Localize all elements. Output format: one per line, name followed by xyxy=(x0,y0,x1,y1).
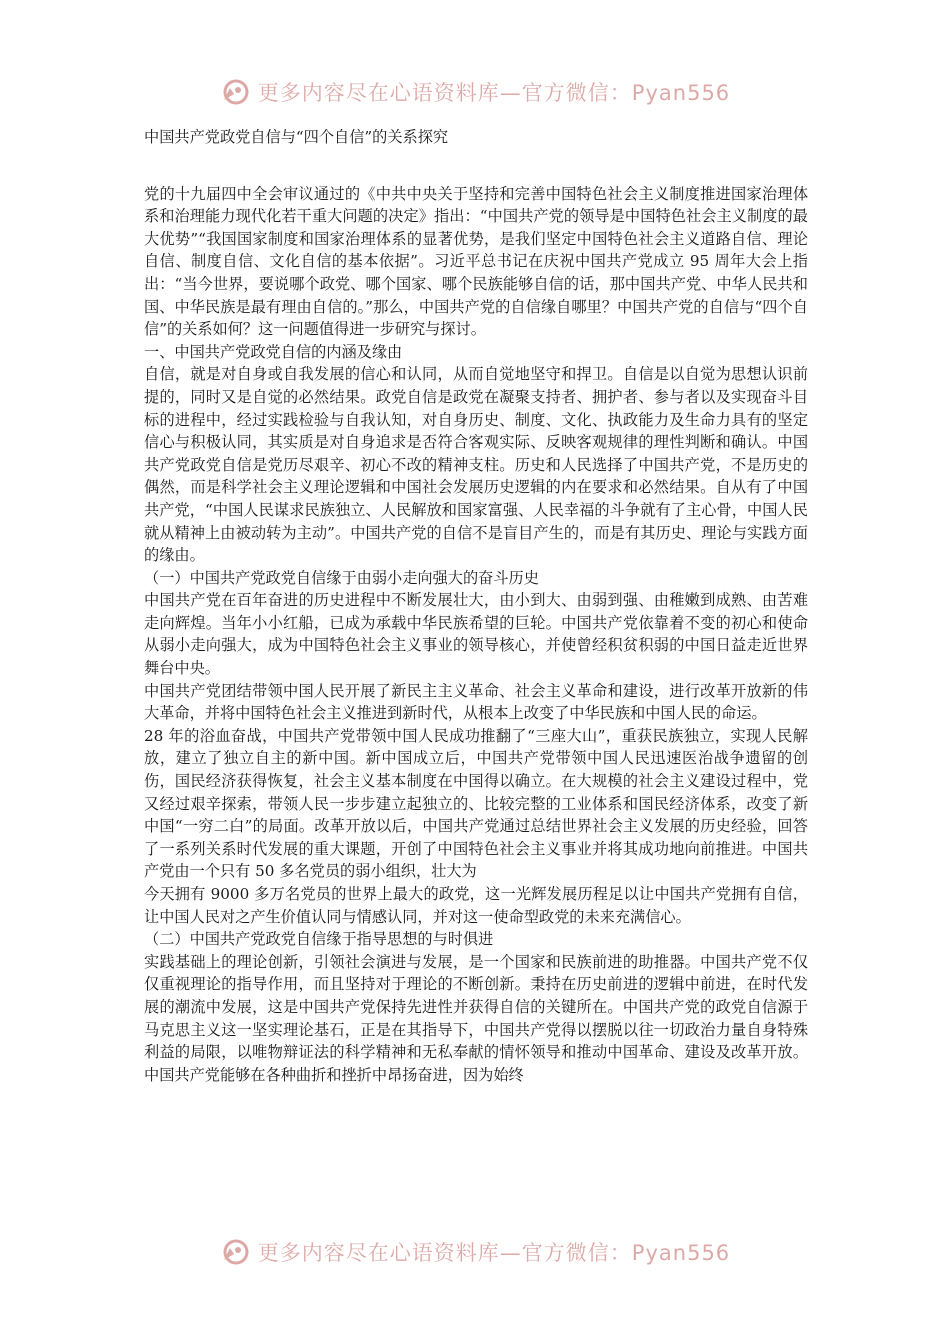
watermark-text-bottom: 更多内容尽在心语资料库—官方微信：Pyan556 xyxy=(257,1241,731,1265)
paragraph: 今天拥有 9000 多万名党员的世界上最大的政党，这一光辉发展历程足以让中国共产党拥有自信，让中国人民对之产生价值认同与情感认同，并对这一使命型政党的未来充满信心。 xyxy=(144,885,808,926)
paragraph: 自信，就是对自身或自我发展的信心和认同，从而自觉地坚守和捍卫。自信是以自觉为思想认识前提的，同时又是自觉的必然结果。政党自信是政党在凝聚支持者、拥护者、参与者以及实现奋斗目标的进程中，经过实践检验与自我认知，对自身历史、制度、文化、执政能力及生命力具有的坚定信心与积极认同，其实质是对自身追求是否符合客观实际、反映客观规律的理性判断和确认。中国共产党政党自信是党历尽艰辛、初心不改的精神支柱。历史和人民选择了中国共产党，不是历史的偶然，而是科学社会主义理论逻辑和中国社会发展历史逻辑的内在要求和必然结果。自从有了中国共产党，“中国人民谋求民族独立、人民解放和国家富强、人民幸福的斗争就有了主心骨，中国人民就从精神上由被动转为主动”。中国共产党的自信不是盲目产生的，而是有其历史、理论与实践方面的缘由。 xyxy=(144,365,808,565)
watermark-logo-icon xyxy=(220,76,252,108)
subsection-heading-1: （一）中国共产党政党自信缘于由弱小走向强大的奋斗历史 xyxy=(144,568,539,587)
paragraph: 28 年的浴血奋战，中国共产党带领中国人民成功推翻了“三座大山”，重获民族独立，实现人民解放，建立了独立自主的新中国。新中国成立后，中国共产党带领中国人民迅速医治战争遗留的创伤，国民经济获得恢复，社会主义基本制度在中国得以确立。在大规模的社会主义建设过程中，党又经过艰辛探索，带领人民一步步建立起独立的、比较完整的工业体系和国民经济体系，改变了新中国“一穷二白”的局面。改革开放以后，中国共产党通过总结世界社会主义发展的历史经验，回答了一系列关系时代发展的重大课题，开创了中国特色社会主义事业并将其成功地向前推进。中国共产党由一个只有 50 多名党员的弱小组织，壮大为 xyxy=(144,726,808,881)
watermark-text-top: 更多内容尽在心语资料库—官方微信：Pyan556 xyxy=(257,81,731,105)
subsection-heading-2: （二）中国共产党政党自信缘于指导思想的与时俱进 xyxy=(144,930,494,949)
watermark-banner-top xyxy=(0,72,950,112)
section-heading-1: 一、中国共产党政党自信的内涵及缘由 xyxy=(144,342,403,361)
paragraph: 中国共产党团结带领中国人民开展了新民主主义革命、社会主义革命和建设，进行改革开放新的伟大革命，并将中国特色社会主义推进到新时代，从根本上改变了中华民族和中国人民的命运。 xyxy=(144,681,808,723)
watermark-logo-icon xyxy=(220,1236,252,1268)
document-body xyxy=(144,126,808,1086)
intro-paragraph: 党的十九届四中全会审议通过的《中共中央关于坚持和完善中国特色社会主义制度推进国家治理体系和治理能力现代化若干重大问题的决定》指出：“中国共产党的领导是中国特色社会主义制度的最大优势”“我国国家制度和国家治理体系的显著优势，是我们坚定中国特色社会主义道路自信、理论自信、制度自信、文化自信的基本依据”。习近平总书记在庆祝中国共产党成立 95 周年大会上指出：“当今世界，要说哪个政党、哪个国家、哪个民族能够自信的话，那中国共产党、中华人民共和国、中华民族是最有理由自信的。”那么，中国共产党的自信缘自哪里？中国共产党的自信与“四个自信”的关系如何？这一问题值得进一步研究与探讨。 xyxy=(144,184,808,339)
document-title: 中国共产党政党自信与“四个自信”的关系探究 xyxy=(144,128,449,146)
paragraph: 实践基础上的理论创新，引领社会演进与发展，是一个国家和民族前进的助推器。中国共产党不仅仅重视理论的指导作用，而且坚持对于理论的不断创新。秉持在历史前进的逻辑中前进，在时代发展的潮流中发展，这是中国共产党保持先进性并获得自信的关键所在。中国共产党的政党自信源于马克思主义这一坚实理论基石，正是在其指导下，中国共产党得以摆脱以往一切政治力量自身特殊利益的局限，以唯物辩证法的科学精神和无私奉献的情怀领导和推动中国革命、建设及改革开放。中国共产党能够在各种曲折和挫折中昂扬奋进，因为始终 xyxy=(144,952,808,1084)
watermark-banner-bottom xyxy=(0,1232,950,1272)
paragraph: 中国共产党在百年奋进的历史进程中不断发展壮大，由小到大、由弱到强、由稚嫩到成熟、由苦难走向辉煌。当年小小红船，已成为承载中华民族希望的巨轮。中国共产党依靠着不变的初心和使命从弱小走向强大，成为中国特色社会主义事业的领导核心，并使曾经积贫积弱的中国日益走近世界舞台中央。 xyxy=(144,591,808,678)
